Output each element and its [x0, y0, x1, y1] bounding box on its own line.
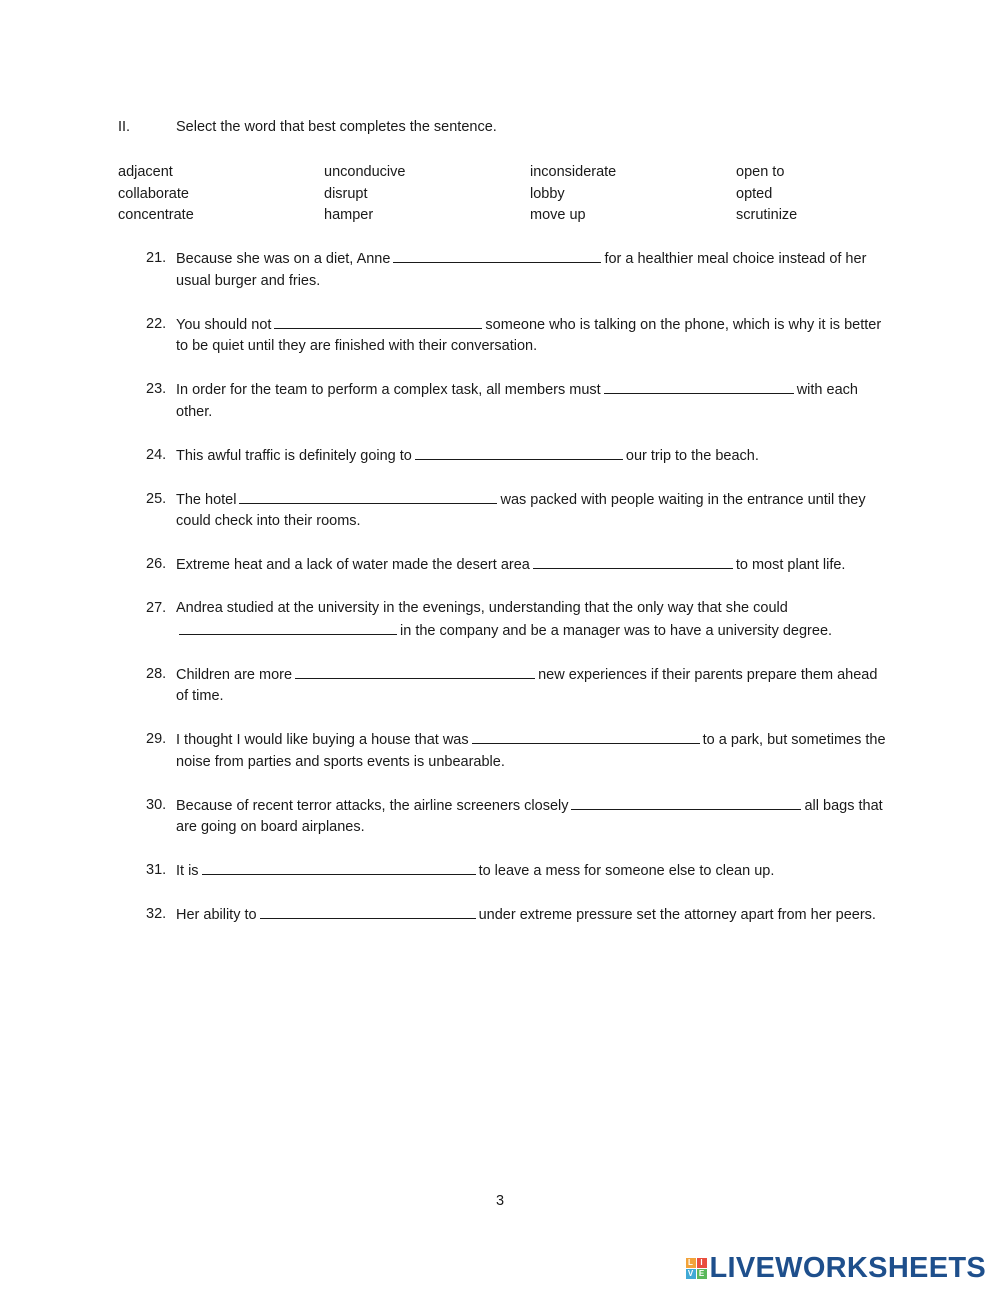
question-text-after: all bags that are going on board airplanes. — [176, 797, 883, 835]
question-text-before: Andrea studied at the university in the evenings, understanding that the only way that she could — [176, 600, 788, 616]
question-number: 23. — [146, 381, 167, 397]
question-text-after: in the company and be a manager was to have a university degree. — [400, 622, 833, 639]
word-bank-word: move up — [530, 207, 586, 223]
answer-blank[interactable] — [239, 489, 497, 504]
word-bank — [118, 162, 942, 227]
answer-blank[interactable] — [393, 248, 601, 263]
answer-blank[interactable] — [295, 664, 535, 679]
brand-name: LIVEWORKSHEETS — [709, 1252, 986, 1284]
question-item — [146, 860, 886, 883]
question-item — [146, 248, 886, 292]
answer-blank[interactable] — [472, 729, 700, 744]
question-item — [146, 554, 886, 577]
liveworksheets-logo-icon — [686, 1258, 707, 1279]
question-number: 22. — [146, 315, 167, 332]
word-bank-row — [118, 205, 942, 227]
question-item — [146, 379, 886, 423]
question-text-before: Because she was on a diet, Anne — [176, 251, 391, 267]
word-bank-word: opted — [736, 185, 773, 202]
word-bank-row — [118, 184, 942, 206]
question-text-after: to most plant life. — [735, 557, 846, 573]
question-item — [146, 445, 886, 468]
answer-blank[interactable] — [202, 860, 476, 875]
question-list — [146, 248, 886, 948]
question-text-before: Her ability to — [176, 907, 257, 923]
question-item — [146, 729, 886, 773]
question-number: 21. — [146, 250, 167, 266]
word-bank-word: hamper — [324, 207, 374, 223]
question-text-after: someone who is talking on the phone, which is why it is better to be quiet until they are finished with their conversation. — [176, 316, 882, 354]
answer-blank[interactable] — [571, 795, 801, 810]
question-item — [146, 314, 886, 358]
question-item — [146, 598, 886, 642]
logo-letter: I — [697, 1258, 707, 1268]
question-item — [146, 795, 886, 839]
word-bank-word: unconducive — [324, 164, 406, 180]
question-text-before: The hotel — [176, 491, 237, 508]
answer-blank[interactable] — [274, 314, 482, 329]
question-number: 24. — [146, 446, 167, 463]
section-number: II. — [118, 119, 131, 135]
question-text-after: our trip to the beach. — [625, 447, 759, 464]
question-text-before: This awful traffic is definitely going to — [176, 447, 412, 464]
question-number: 25. — [146, 490, 167, 507]
question-number: 29. — [146, 731, 167, 747]
word-bank-word: disrupt — [324, 185, 368, 202]
question-text-before: It is — [176, 863, 199, 879]
question-number: 31. — [146, 862, 167, 878]
section-instruction: Select the word that best completes the sentence. — [176, 119, 497, 135]
question-text-after: new experiences if their parents prepare them ahead of time. — [176, 666, 878, 704]
answer-blank[interactable] — [260, 904, 476, 919]
question-text-after: to leave a mess for someone else to clean up. — [478, 863, 775, 879]
logo-letter: L — [686, 1258, 696, 1268]
answer-blank[interactable] — [415, 445, 623, 460]
word-bank-word: collaborate — [118, 185, 189, 202]
answer-blank[interactable] — [179, 620, 397, 635]
page-number: 3 — [495, 1193, 505, 1209]
question-item — [146, 664, 886, 708]
question-number: 30. — [146, 796, 167, 813]
word-bank-word: adjacent — [118, 164, 173, 180]
question-number: 26. — [146, 556, 167, 572]
question-text-after: with each other. — [176, 382, 858, 420]
question-text-before: Because of recent terror attacks, the airline screeners closely — [176, 797, 569, 814]
question-text-after: was packed with people waiting in the entrance until they could check into their rooms. — [176, 491, 866, 529]
answer-blank[interactable] — [604, 379, 794, 394]
word-bank-word: open to — [736, 164, 785, 180]
question-item — [146, 489, 886, 533]
question-text-after: under extreme pressure set the attorney apart from her peers. — [478, 907, 876, 923]
liveworksheets-brand[interactable] — [686, 1252, 987, 1285]
question-number: 32. — [146, 906, 167, 922]
question-number: 28. — [146, 665, 167, 682]
question-text-before: In order for the team to perform a complex task, all members must — [176, 382, 601, 398]
question-text-after: for a healthier meal choice instead of her usual burger and fries. — [176, 251, 867, 289]
question-item — [146, 904, 886, 927]
question-number: 27. — [146, 600, 167, 616]
word-bank-word: concentrate — [118, 207, 194, 223]
logo-letter: V — [686, 1269, 696, 1279]
word-bank-row — [118, 162, 942, 184]
question-text-before: I thought I would like buying a house that was — [176, 732, 469, 748]
question-text-before: Extreme heat and a lack of water made the desert area — [176, 557, 530, 573]
logo-letter: E — [697, 1269, 707, 1279]
section-heading — [118, 119, 497, 135]
word-bank-word: scrutinize — [736, 207, 798, 223]
question-text-after: to a park, but sometimes the noise from parties and sports events is unbearable. — [176, 732, 886, 770]
word-bank-word: inconsiderate — [530, 164, 617, 180]
question-text-before: Children are more — [176, 666, 293, 683]
question-text-before: You should not — [176, 316, 272, 333]
answer-blank[interactable] — [533, 554, 733, 569]
word-bank-word: lobby — [530, 185, 565, 202]
